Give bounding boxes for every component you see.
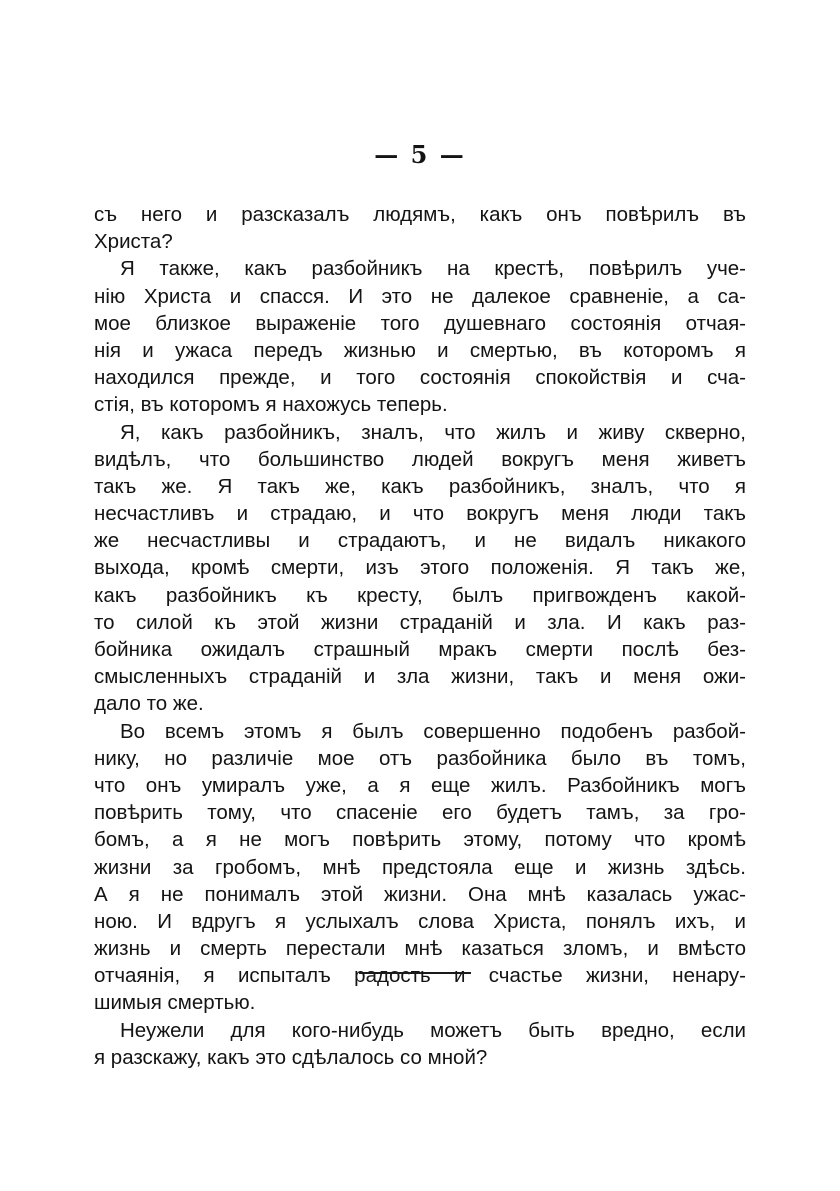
body-text xyxy=(94,201,746,1071)
text-line: видѣлъ, что большинство людей вокругъ меня живетъ xyxy=(94,447,746,471)
text-line: дало то же. xyxy=(94,692,204,716)
text-line: такъ же. Я такъ же, какъ разбойникъ, зналъ, что я xyxy=(94,474,746,498)
text-line: стія, въ которомъ я нахожусь теперь. xyxy=(94,393,448,417)
text-line: А я не понималъ этой жизни. Она мнѣ казалась ужас- xyxy=(94,882,746,906)
text-line: отчаянія, я испыталъ радость и счастье жизни, ненару- xyxy=(94,964,746,988)
paragraph-3 xyxy=(94,419,746,718)
text-line: же несчастливы и страдаютъ, и не видалъ никакого xyxy=(94,529,746,553)
text-line: жизнь и смерть перестали мнѣ казаться зломъ, и вмѣсто xyxy=(94,937,746,961)
text-line: Я, какъ разбойникъ, зналъ, что жилъ и живу скверно, xyxy=(120,420,746,444)
text-line: Христа? xyxy=(94,230,173,254)
text-line: я разскажу, какъ это сдѣлалось со мной? xyxy=(94,1045,488,1069)
text-line: смысленныхъ страданій и зла жизни, такъ и меня ожи- xyxy=(94,665,746,689)
text-line: то силой къ этой жизни страданій и зла. И какъ раз- xyxy=(94,610,746,634)
page-number: — 5 — xyxy=(374,140,466,169)
end-rule xyxy=(359,972,471,974)
text-line: что онъ умиралъ уже, а я еще жилъ. Разбойникъ могъ xyxy=(94,773,746,797)
paragraph-2 xyxy=(94,255,746,418)
text-line: повѣрить тому, что спасеніе его будетъ тамъ, за гро- xyxy=(94,801,746,825)
text-line: Я также, какъ разбойникъ на крестѣ, повѣрилъ уче- xyxy=(120,257,746,281)
text-line: нію Христа и спасся. И это не далекое сравненіе, а са- xyxy=(94,284,746,308)
paragraph-5 xyxy=(94,1017,746,1071)
text-line: жизни за гробомъ, мнѣ предстояла еще и жизнь здѣсь. xyxy=(94,855,746,879)
text-line: Во всемъ этомъ я былъ совершенно подобенъ разбой- xyxy=(120,719,746,743)
text-line: бомъ, а я не могъ повѣрить этому, потому что кромѣ xyxy=(94,828,746,852)
text-line: бойника ожидалъ страшный мракъ смерти послѣ без- xyxy=(94,638,746,661)
text-line: находился прежде, и того состоянія спокойствія и сча- xyxy=(94,366,746,390)
paragraph-1 xyxy=(94,201,746,255)
text-line: выхода, кромѣ смерти, изъ этого положенія. Я такъ же, xyxy=(94,556,746,580)
text-line: Неужели для кого-нибудь можетъ быть вредно, если xyxy=(120,1018,746,1042)
text-line: нику, но различіе мое отъ разбойника было въ томъ, xyxy=(94,746,746,770)
text-line: мое близкое выраженіе того душевнаго состоянія отчая- xyxy=(94,311,746,335)
text-line: ною. И вдругъ я услыхалъ слова Христа, понялъ ихъ, и xyxy=(94,909,746,933)
text-line: несчастливъ и страдаю, и что вокругъ меня люди такъ xyxy=(94,502,746,526)
text-line: съ него и разсказалъ людямъ, какъ онъ повѣрилъ въ xyxy=(94,203,746,226)
text-line: нія и ужаса передъ жизнью и смертью, въ которомъ я xyxy=(94,338,746,362)
text-line: шимыя смертью. xyxy=(94,991,256,1015)
text-line: какъ разбойникъ къ кресту, былъ пригвожденъ какой- xyxy=(94,583,746,607)
